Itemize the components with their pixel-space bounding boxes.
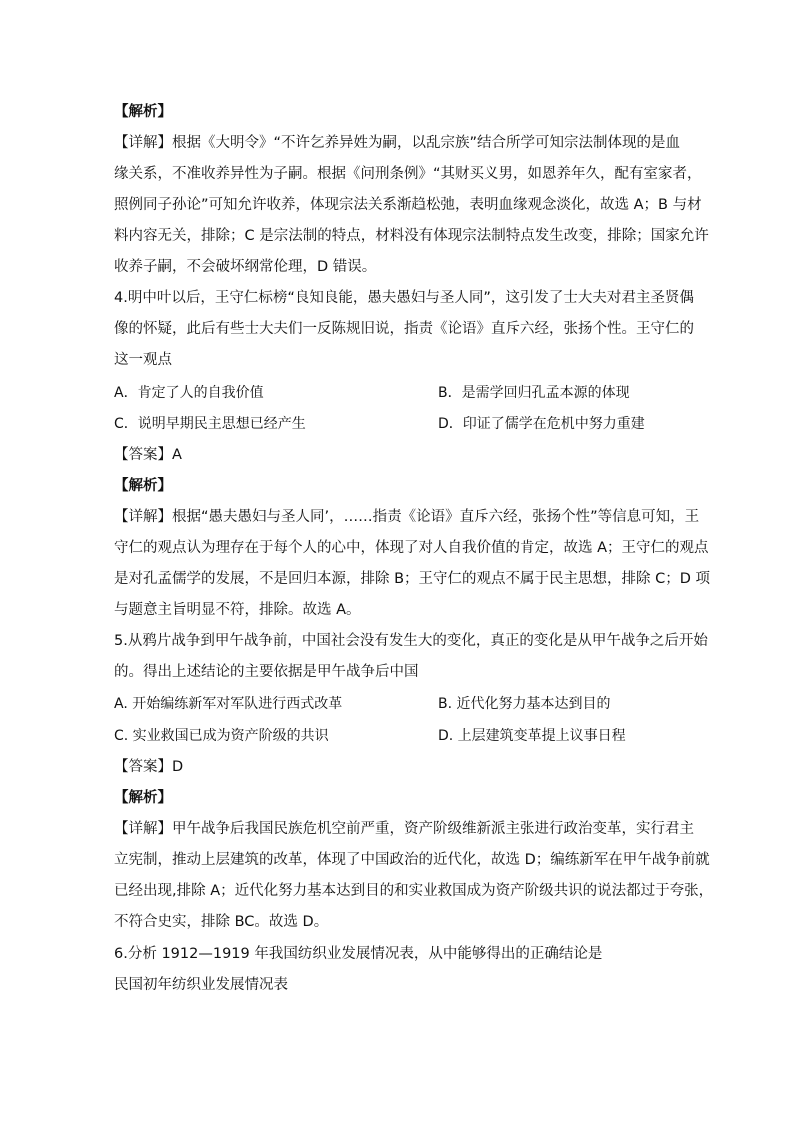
q5-option-c: C. 实业救国已成为资产阶级的共识 (114, 728, 329, 744)
q4-option-c: C．说明早期民主思想已经产生 (114, 416, 306, 432)
q5-detail-line-2: 立宪制，推动上层建筑的改革，体现了中国政治的近代化，故选 D；编练新军在甲午战争前就 (114, 852, 710, 868)
q5-stem-line-1: 5.从鸦片战争到甲午战争前，中国社会没有发生大的变化，真正的变化是从甲午战争之后开始 (114, 633, 708, 649)
q3-detail-line-1: 【详解】根据《大明令》“不许乞养异姓为嗣，以乱宗族”结合所学可知宗法制体现的是血 (114, 135, 681, 151)
q4-option-a: A．肯定了人的自我价值 (114, 385, 264, 401)
q3-detail-line-4: 料内容无关，排除；C 是宗法制的特点，材料没有体现宗法制特点发生改变，排除；国家允许 (114, 228, 709, 244)
q5-option-b: B. 近代化努力基本达到目的 (438, 696, 611, 712)
q5-option-d: D. 上层建筑变革提上议事日程 (438, 728, 626, 744)
q4-option-b: B．是需学回归孔孟本源的体现 (438, 385, 630, 401)
q5-stem-line-2: 的。得出上述结论的主要依据是甲午战争后中国 (114, 664, 419, 680)
q4-detail-line-4: 与题意主旨明显不符，排除。故选 A。 (114, 602, 361, 618)
q4-stem-line-2: 像的怀疑，此后有些士大夫们一反陈规旧说，指责《论语》直斥六经，张扬个性。王守仁的 (114, 321, 694, 337)
q6-stem: 6.分析 1912—1919 年我国纺织业发展情况表，从中能够得出的正确结论是 (114, 946, 603, 962)
q4-stem-line-3: 这一观点 (114, 352, 172, 368)
q5-answer: 【答案】D (114, 759, 184, 775)
q5-detail-line-3: 已经出现,排除 A；近代化努力基本达到目的和实业救国成为资产阶级共识的说法都过于夸张， (114, 883, 714, 899)
q3-detail-line-3: 照例同子孙论”可知允许收养，体现宗法关系渐趋松弛，表明血缘观念淡化，故选 A；B 与材 (114, 197, 702, 213)
q5-analysis-tag: 【解析】 (114, 790, 172, 806)
q5-detail-line-1: 【详解】甲午战争后我国民族危机空前严重，资产阶级维新派主张进行政治变革，实行君主 (114, 821, 694, 837)
q4-stem-line-1: 4.明中叶以后，王守仁标榜“良知良能，愚夫愚妇与圣人同”，这引发了士大夫对君主圣贤偶 (114, 290, 694, 306)
q5-option-a: A. 开始编练新军对军队进行西式改革 (114, 696, 343, 712)
q4-detail-line-2: 守仁的观点认为理存在于每个人的心中，体现了对人自我价值的肯定，故选 A；王守仁的观点 (114, 540, 709, 556)
q3-analysis-tag: 【解析】 (114, 104, 172, 120)
q4-answer: 【答案】A (114, 447, 182, 463)
q4-detail-line-1: 【详解】根据“愚夫愚妇与圣人同’，……指责《论语》直斥六经，张扬个性”等信息可知，王 (114, 509, 700, 525)
q4-option-d: D．印证了儒学在危机中努力重建 (438, 416, 645, 432)
q6-table-title: 民国初年纺织业发展情况表 (114, 977, 288, 993)
q4-detail-line-3: 是对孔孟儒学的发展，不是回归本源，排除 B；王守仁的观点不属于民主思想，排除 C；D 项 (114, 571, 711, 587)
q3-detail-line-5: 收养子嗣，不会破坏纲常伦理，D 错误。 (114, 259, 377, 275)
q5-detail-line-4: 不符合史实，排除 BC。故选 D。 (114, 914, 329, 930)
q4-analysis-tag: 【解析】 (114, 478, 172, 494)
q3-detail-line-2: 缘关系，不准收养异性为子嗣。根据《问刑条例》“其财买义男，如恩养年久，配有室家者， (114, 166, 702, 182)
